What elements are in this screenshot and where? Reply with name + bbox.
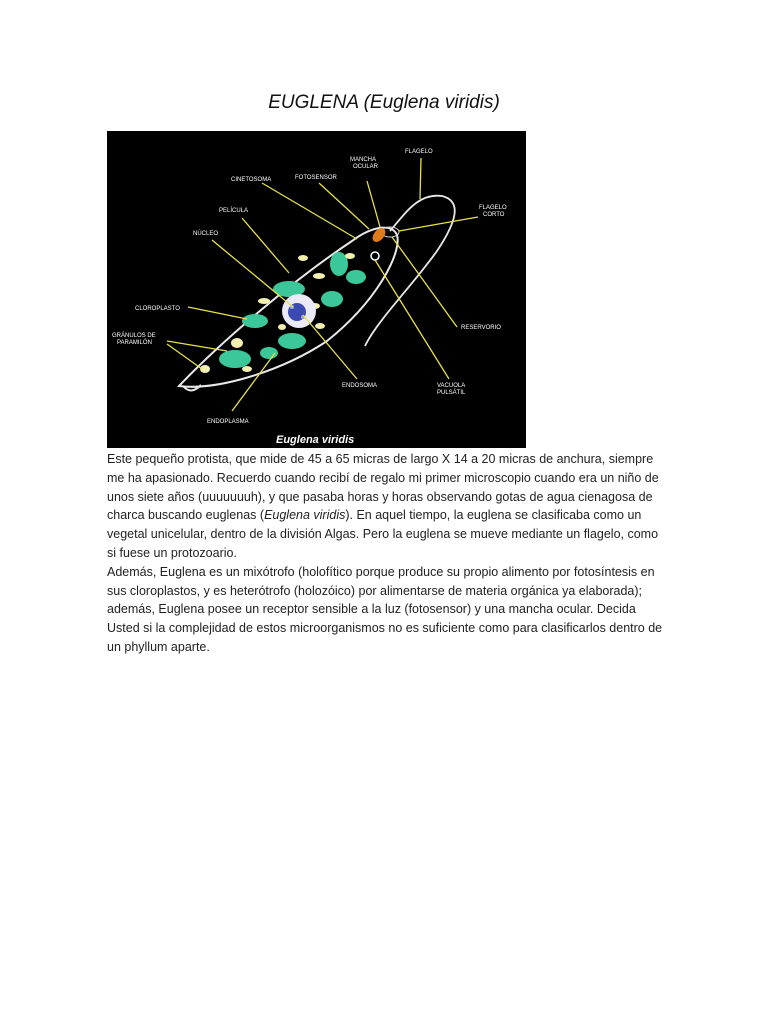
contractile-vacuole [371, 252, 379, 260]
label-vacuola: VACUOLA [437, 383, 466, 389]
label-pelicula: PELÍCULA [219, 208, 249, 214]
label-nucleo: NÚCLEO [193, 231, 219, 237]
figure-caption: Euglena viridis [276, 434, 355, 446]
euglena-diagram [107, 131, 526, 448]
label-flagelo-corto: FLAGELO [479, 205, 507, 211]
label-endosoma: ENDOSOMA [342, 383, 378, 389]
paragraph-1-part-2: ). En aquel tiempo, la euglena se clasificaba como un vegetal unicelular, dentro de la división Algas. Pero la euglena se mueve mediante un flagelo, como si fuese un protozoario. [107, 508, 659, 560]
label-fotosensor: FOTOSENSOR [295, 175, 337, 181]
label-flagelo-corto-2: CORTO [483, 212, 505, 218]
label-vacuola-2: PULSÁTIL [437, 390, 466, 396]
label-granulos-2: PARAMILÓN [117, 340, 152, 346]
label-mancha-ocular-2: OCULAR [353, 164, 379, 170]
paragraph-2: Además, Euglena es un mixótrofo (holofítico porque produce su propio alimento por fotosíntesis en sus cloroplastos, y es heterótrofo (holozóico) por alimentarse de materia orgánica ya elaborada); además, Euglena posee un receptor sensible a la luz (fotosensor) y una mancha ocular. Decida Usted si la complejidad de estos microorganismos no es suficiente como para clasificarlos dentro de un phyllum aparte. [107, 564, 663, 654]
label-granulos: GRÁNULOS DE [112, 333, 156, 339]
flagellum [365, 196, 455, 346]
label-mancha-ocular: MANCHA [350, 157, 377, 163]
paragraph-1-part-1: Este pequeño protista, que mide de 45 a 65 micras de largo X 14 a 20 micras de anchura, siempre me ha apasionado. Recuerdo cuando recibí de regalo mi primer microscopio cuando era un niño de unos siete años (uuuuuuuh), y que pasaba horas y horas observando gotas de agua cienagosa de charca buscando euglenas ( [107, 452, 659, 523]
label-cinetosoma: CINETOSOMA [231, 177, 272, 183]
label-cloroplasto: CLOROPLASTO [135, 306, 180, 312]
article-body [107, 450, 663, 657]
label-endoplasma: ENDOPLASMA [207, 419, 249, 425]
euglena-illustration [107, 131, 526, 448]
page-title: EUGLENA (Euglena viridis) [268, 92, 500, 113]
label-flagelo: FLAGELO [405, 149, 433, 155]
label-reservorio: RESERVORIO [461, 325, 501, 331]
paragraph-1 [107, 450, 663, 563]
species-name-italic: Euglena viridis [264, 508, 346, 523]
